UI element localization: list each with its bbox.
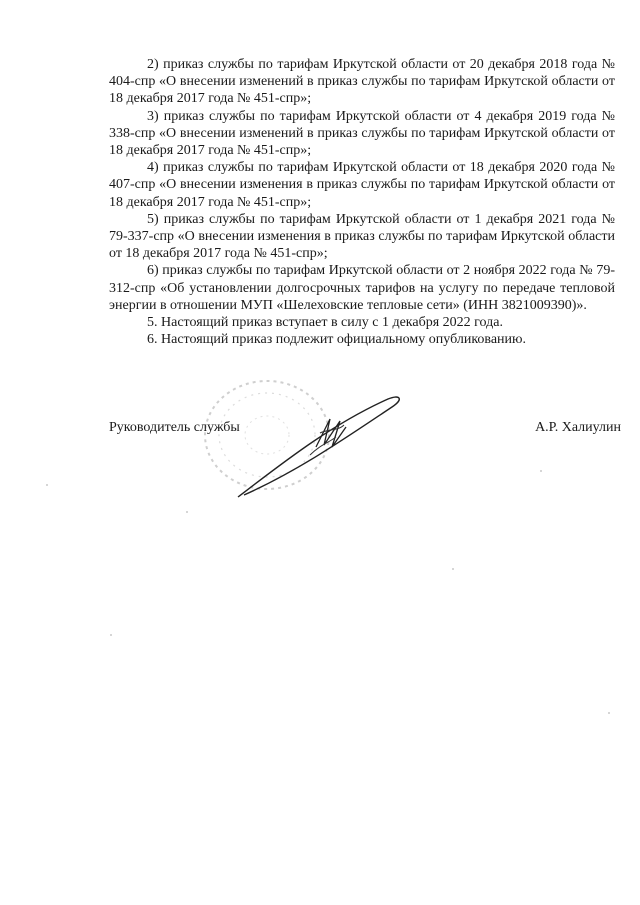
signer-title: Руководитель службы [109, 420, 240, 435]
scan-speck [540, 470, 542, 472]
paragraph-item-4: 4) приказ службы по тарифам Иркутской области от 18 декабря 2020 года № 407-спр «О внесении изменения в приказ службы по тарифам Иркутской области от 18 декабря 2017 года № 451-спр»; [109, 160, 615, 210]
paragraph-point-6: 6. Настоящий приказ подлежит официальному опубликованию. [147, 332, 526, 348]
paragraph-point-5: 5. Настоящий приказ вступает в силу с 1 декабря 2022 года. [147, 315, 503, 331]
paragraph-item-3: 3) приказ службы по тарифам Иркутской области от 4 декабря 2019 года № 338-спр «О внесении изменений в приказ службы по тарифам Иркутской области от 18 декабря 2017 года № 451-спр»; [109, 108, 615, 159]
scan-speck [608, 712, 610, 714]
scan-speck [110, 634, 112, 636]
scan-speck [452, 568, 454, 570]
handwritten-signature [220, 385, 410, 505]
paragraph-item-2: 2) приказ службы по тарифам Иркутской области от 20 декабря 2018 года № 404-спр «О внесении изменений в приказ службы по тарифам Иркутской области от 18 декабря 2017 года № 451-спр»; [109, 57, 615, 107]
paragraph-item-5: 5) приказ службы по тарифам Иркутской области от 1 декабря 2021 года № 79-337-спр «О внесении изменения в приказ службы по тарифам Иркутской области от 18 декабря 2017 года № 451-спр»; [109, 211, 615, 262]
signer-name: А.Р. Халиулин [535, 420, 621, 435]
scan-speck [46, 484, 48, 486]
scan-speck [186, 511, 188, 513]
paragraph-item-6: 6) приказ службы по тарифам Иркутской области от 2 ноября 2022 года № 79-312-спр «Об установлении долгосрочных тарифов на услугу по передаче тепловой энергии в отношении МУП «Шелеховские тепловые сети» (ИНН 3821009390)». [109, 263, 615, 313]
order-text [109, 56, 615, 348]
